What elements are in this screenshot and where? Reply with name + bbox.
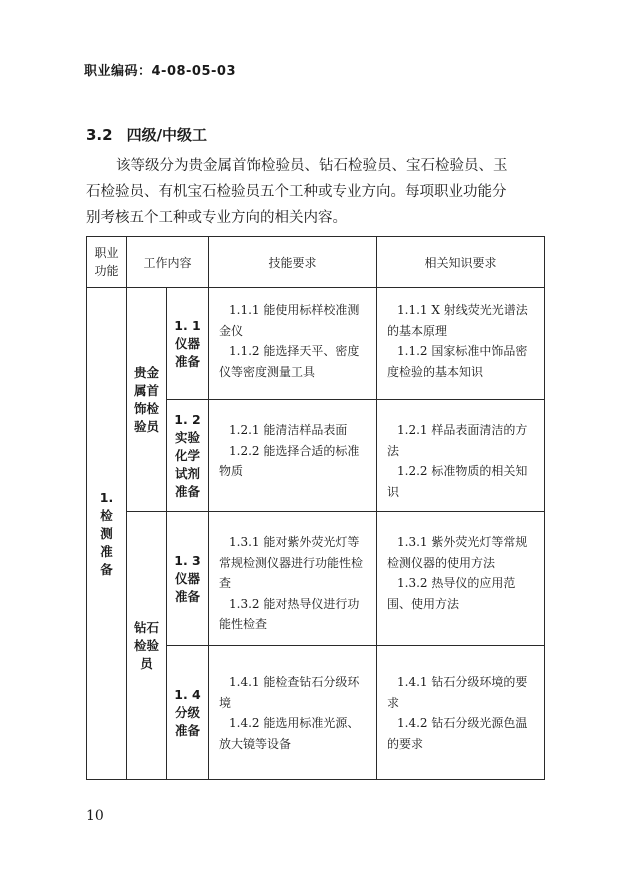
knowledge-cell: 1.4.1 钻石分级环境的要求 1.4.2 钻石分级光源色温的要求 — [377, 646, 545, 780]
header-function: 职业 功能 — [87, 237, 127, 288]
section-title: 四级/中级工 — [126, 126, 208, 144]
intro-paragraph — [86, 153, 544, 231]
occupation-code: 职业编码：4-08-05-03 — [84, 64, 237, 79]
content-cell: 1. 2 实验 化学 试剂 准备 — [167, 400, 209, 512]
skill-cell: 1.4.1 能检查钻石分级环境 1.4.2 能选用标准光源、放大镜等设备 — [209, 646, 377, 780]
page-number: 10 — [86, 808, 104, 824]
header-work-content: 工作内容 — [127, 237, 209, 288]
content-cell: 1. 3 仪器 准备 — [167, 512, 209, 646]
section-heading — [86, 124, 207, 145]
knowledge-cell: 1.2.1 样品表面清洁的方法 1.2.2 标准物质的相关知识 — [377, 400, 545, 512]
header-skill: 技能要求 — [209, 237, 377, 288]
intro-line: 该等级分为贵金属首饰检验员、钻石检验员、宝石检验员、玉 — [116, 158, 508, 174]
table-row — [87, 288, 545, 400]
table-row — [87, 512, 545, 646]
section-number: 3.2 — [86, 126, 113, 144]
group-cell-diamond: 钻石 检验 员 — [127, 512, 167, 780]
header-knowledge: 相关知识要求 — [377, 237, 545, 288]
knowledge-cell: 1.1.1 X 射线荧光光谱法的基本原理 1.1.2 国家标准中饰品密度检验的基本知识 — [377, 288, 545, 400]
skill-cell: 1.3.1 能对紫外荧光灯等常规检测仪器进行功能性检查 1.3.2 能对热导仪进行功能性检查 — [209, 512, 377, 646]
table-header-row — [87, 237, 545, 288]
group-cell-precious-metal: 贵金 属首 饰检 验员 — [127, 288, 167, 512]
content-cell: 1. 4 分级 准备 — [167, 646, 209, 780]
content-cell: 1. 1 仪器 准备 — [167, 288, 209, 400]
intro-line: 别考核五个工种或专业方向的相关内容。 — [86, 210, 347, 226]
function-cell: 1. 检 测 准 备 — [87, 288, 127, 780]
skill-cell: 1.2.1 能清洁样品表面 1.2.2 能选择合适的标准物质 — [209, 400, 377, 512]
skill-cell: 1.1.1 能使用标样校准测金仪 1.1.2 能选择天平、密度仪等密度测量工具 — [209, 288, 377, 400]
requirements-table — [86, 236, 545, 780]
knowledge-cell: 1.3.1 紫外荧光灯等常规检测仪器的使用方法 1.3.2 热导仪的应用范围、使用方法 — [377, 512, 545, 646]
intro-line: 石检验员、有机宝石检验员五个工种或专业方向。每项职业功能分 — [86, 184, 507, 200]
